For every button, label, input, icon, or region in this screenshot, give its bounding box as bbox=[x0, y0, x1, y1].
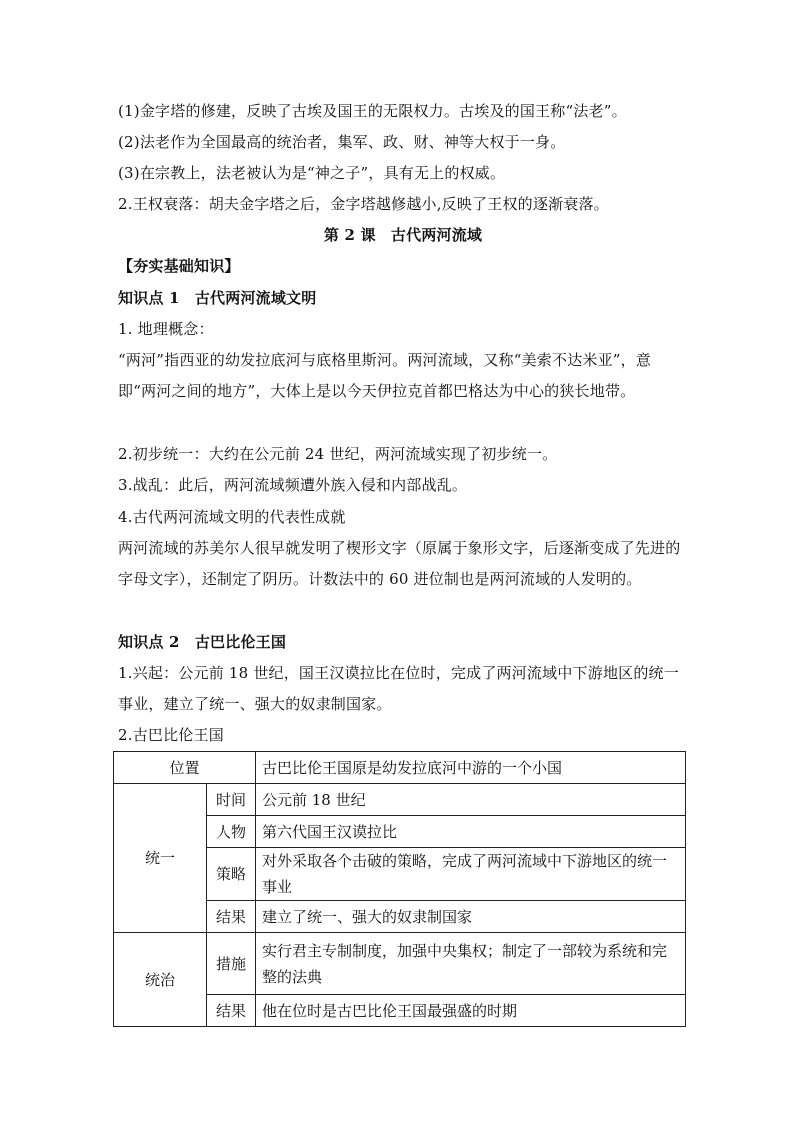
table-row bbox=[114, 933, 686, 995]
knowledge-point-1-heading: 知识点 1 古代两河流域文明 bbox=[118, 289, 317, 307]
table-cell-value: 公元前 18 世纪 bbox=[256, 784, 686, 816]
paragraph-power-decline: 2.王权衰落：胡夫金字塔之后，金字塔越修越小,反映了王权的逐渐衰落。 bbox=[118, 195, 609, 213]
table-cell-location-value: 古巴比伦王国原是幼发拉底河中游的一个小国 bbox=[256, 752, 686, 784]
paragraph-pharaoh-power: (1)金字塔的修建，反映了古埃及国王的无限权力。古埃及的国王称“法老”。 bbox=[118, 102, 627, 120]
table-cell-value: 建立了统一、强大的奴隶制国家 bbox=[256, 901, 686, 933]
table-cell-key: 策略 bbox=[207, 848, 256, 901]
table-cell-value: 第六代国王汉谟拉比 bbox=[256, 816, 686, 848]
initial-unification: 2.初步统一：大约在公元前 24 世纪，两河流域实现了初步统一。 bbox=[118, 445, 558, 463]
rise-paragraph: 1.兴起：公元前 18 世纪，国王汉谟拉比在位时，完成了两河流域中下游地区的统一事业，建立了统一、强大的奴隶制国家。 bbox=[118, 664, 679, 713]
table-cell-location-label: 位置 bbox=[114, 752, 256, 784]
table-cell-key: 结果 bbox=[207, 995, 256, 1027]
knowledge-point-2-heading: 知识点 2 古巴比伦王国 bbox=[118, 633, 287, 651]
table-row bbox=[114, 752, 686, 784]
lesson-title: 第 2 课 古代两河流域 bbox=[323, 226, 483, 244]
table-cell-key: 措施 bbox=[207, 933, 256, 995]
table-cell-rule-group: 统治 bbox=[114, 933, 207, 1027]
table-cell-key: 结果 bbox=[207, 901, 256, 933]
table-row bbox=[114, 784, 686, 816]
achievements-body: 两河流域的苏美尔人很早就发明了楔形文字（原属于象形文字，后逐渐变成了先进的字母文字），还制定了阴历。计数法中的 60 进位制也是两河流域的人发明的。 bbox=[118, 539, 681, 588]
table-cell-unification-group: 统一 bbox=[114, 784, 207, 933]
section-heading: 【夯实基础知识】 bbox=[118, 257, 240, 275]
table-cell-key: 时间 bbox=[207, 784, 256, 816]
table-cell-value: 他在位时是古巴比伦王国最强盛的时期 bbox=[256, 995, 686, 1027]
warfare: 3.战乱：此后，两河流域频遭外族入侵和内部战乱。 bbox=[118, 476, 468, 494]
paragraph-pharaoh-religion: (3)在宗教上，法老被认为是“神之子”，具有无上的权威。 bbox=[118, 164, 506, 182]
paragraph-pharaoh-ruler: (2)法老作为全国最高的统治者，集军、政、财、神等大权于一身。 bbox=[118, 133, 566, 151]
table-cell-key: 人物 bbox=[207, 816, 256, 848]
table-cell-value: 实行君主专制制度，加强中央集权；制定了一部较为系统和完整的法典 bbox=[256, 933, 686, 995]
geo-concept-body: “两河”指西亚的幼发拉底河与底格里斯河。两河流域，又称“美索不达米亚”，意即“两河之间的地方”，大体上是以今天伊拉克首都巴格达为中心的狭长地带。 bbox=[118, 351, 652, 400]
achievements-heading: 4.古代两河流域文明的代表性成就 bbox=[118, 508, 346, 526]
babylon-table bbox=[113, 751, 686, 1027]
geo-concept-label: 1. 地理概念： bbox=[118, 320, 214, 338]
table-cell-value: 对外采取各个击破的策略，完成了两河流域中下游地区的统一事业 bbox=[256, 848, 686, 901]
babylon-table-caption: 2.古巴比伦王国 bbox=[118, 726, 224, 744]
